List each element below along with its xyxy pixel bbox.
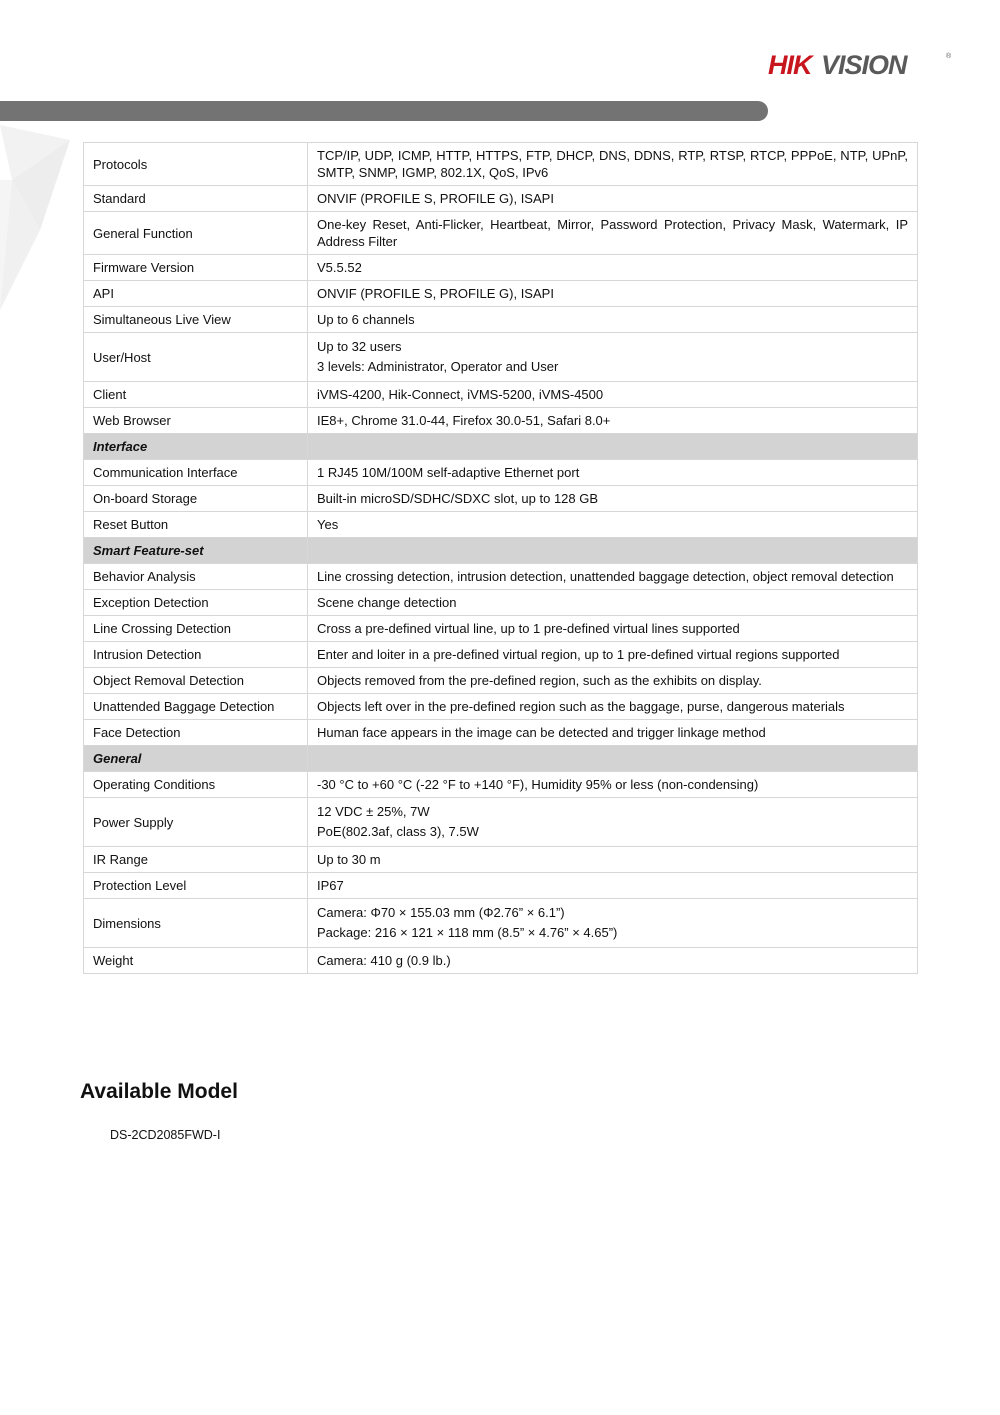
spec-row [84, 143, 918, 186]
spec-value [308, 307, 918, 333]
spec-value-line: ONVIF (PROFILE S, PROFILE G), ISAPI [317, 286, 554, 301]
spec-row [84, 642, 918, 668]
spec-value-line: Line crossing detection, intrusion detection, unattended baggage detection, object removal detection [317, 569, 894, 584]
spec-table-body [84, 143, 918, 974]
spec-value-line: Enter and loiter in a pre-defined virtual region, up to 1 pre-defined virtual regions supported [317, 647, 840, 662]
spec-key: Weight [84, 948, 308, 974]
spec-row [84, 694, 918, 720]
spec-value [308, 899, 918, 948]
spec-key: API [84, 281, 308, 307]
section-header-row [84, 434, 918, 460]
spec-value-line: One-key Reset, Anti-Flicker, Heartbeat, Mirror, Password Protection, Privacy Mask, Watermark, IP Address Filter [317, 217, 908, 249]
spec-value [308, 798, 918, 847]
spec-key: Simultaneous Live View [84, 307, 308, 333]
spec-value-line: -30 °C to +60 °C (-22 °F to +140 °F), Humidity 95% or less (non-condensing) [317, 777, 759, 792]
spec-value [308, 948, 918, 974]
hikvision-logo [768, 48, 953, 80]
spec-key: Reset Button [84, 512, 308, 538]
spec-value-line: Camera: Φ70 × 155.03 mm (Φ2.76” × 6.1”) [317, 905, 565, 920]
section-header-row [84, 538, 918, 564]
spec-key: Operating Conditions [84, 772, 308, 798]
spec-value-line: 3 levels: Administrator, Operator and User [317, 359, 559, 374]
svg-text:®: ® [946, 53, 952, 60]
spec-value-line: Up to 30 m [317, 852, 381, 867]
spec-key: Communication Interface [84, 460, 308, 486]
spec-table [83, 142, 918, 974]
spec-row [84, 186, 918, 212]
model-number: DS-2CD2085FWD-I [110, 1128, 221, 1142]
spec-value-line: V5.5.52 [317, 260, 362, 275]
spec-value [308, 408, 918, 434]
spec-value-line: Objects removed from the pre-defined region, such as the exhibits on display. [317, 673, 762, 688]
spec-value [308, 642, 918, 668]
svg-text:VISION: VISION [821, 50, 907, 80]
spec-row [84, 847, 918, 873]
spec-value-line: iVMS-4200, Hik-Connect, iVMS-5200, iVMS-4500 [317, 387, 604, 402]
spec-row [84, 382, 918, 408]
available-model-heading: Available Model [80, 1080, 238, 1103]
spec-row [84, 899, 918, 948]
spec-key: Object Removal Detection [84, 668, 308, 694]
spec-row [84, 512, 918, 538]
section-title: Smart Feature-set [84, 538, 308, 564]
spec-value-line: ONVIF (PROFILE S, PROFILE G), ISAPI [317, 191, 554, 206]
spec-key: Power Supply [84, 798, 308, 847]
spec-key: Web Browser [84, 408, 308, 434]
spec-row [84, 460, 918, 486]
spec-value [308, 564, 918, 590]
spec-key: General Function [84, 212, 308, 255]
spec-value [308, 143, 918, 186]
spec-row [84, 720, 918, 746]
spec-row [84, 281, 918, 307]
spec-value-line: Up to 6 channels [317, 312, 415, 327]
spec-key: Standard [84, 186, 308, 212]
spec-value [308, 616, 918, 642]
spec-value-line: 1 RJ45 10M/100M self-adaptive Ethernet port [317, 465, 580, 480]
spec-key: Exception Detection [84, 590, 308, 616]
spec-value [308, 668, 918, 694]
spec-value-line: Objects left over in the pre-defined region such as the baggage, purse, dangerous materials [317, 699, 845, 714]
header-bar [0, 101, 768, 121]
spec-value-line: Package: 216 × 121 × 118 mm (8.5” × 4.76” × 4.65”) [317, 925, 618, 940]
section-title: Interface [84, 434, 308, 460]
decorative-triangles [0, 120, 75, 320]
spec-key: IR Range [84, 847, 308, 873]
spec-row [84, 486, 918, 512]
section-title: General [84, 746, 308, 772]
spec-value-line: Yes [317, 517, 339, 532]
spec-key: Protocols [84, 143, 308, 186]
spec-key: Client [84, 382, 308, 408]
spec-key: On-board Storage [84, 486, 308, 512]
spec-key: Unattended Baggage Detection [84, 694, 308, 720]
spec-value [308, 486, 918, 512]
spec-value-line: IP67 [317, 878, 344, 893]
section-filler [308, 538, 918, 564]
spec-row [84, 772, 918, 798]
spec-value [308, 694, 918, 720]
spec-value-line: Camera: 410 g (0.9 lb.) [317, 953, 451, 968]
spec-row [84, 873, 918, 899]
spec-key: Protection Level [84, 873, 308, 899]
spec-row [84, 333, 918, 382]
spec-value-line: Cross a pre-defined virtual line, up to 1 pre-defined virtual lines supported [317, 621, 740, 636]
spec-key: Line Crossing Detection [84, 616, 308, 642]
spec-value-line: Up to 32 users [317, 339, 402, 354]
spec-row [84, 212, 918, 255]
spec-key: Dimensions [84, 899, 308, 948]
spec-value-line: TCP/IP, UDP, ICMP, HTTP, HTTPS, FTP, DHCP, DNS, DDNS, RTP, RTSP, RTCP, PPPoE, NTP, UPnP, SMTP, SNMP, IGMP, 802.1X, QoS, IPv6 [317, 148, 908, 180]
spec-key: User/Host [84, 333, 308, 382]
spec-key: Behavior Analysis [84, 564, 308, 590]
spec-value-line: Human face appears in the image can be detected and trigger linkage method [317, 725, 766, 740]
svg-text:HIK: HIK [768, 50, 812, 80]
spec-row [84, 408, 918, 434]
spec-value-line: 12 VDC ± 25%, 7W [317, 804, 430, 819]
spec-value [308, 460, 918, 486]
spec-value [308, 512, 918, 538]
spec-key: Firmware Version [84, 255, 308, 281]
spec-row [84, 590, 918, 616]
spec-row [84, 668, 918, 694]
spec-value [308, 382, 918, 408]
spec-value [308, 720, 918, 746]
spec-value [308, 186, 918, 212]
spec-value-line: Scene change detection [317, 595, 457, 610]
spec-row [84, 798, 918, 847]
section-filler [308, 746, 918, 772]
spec-row [84, 307, 918, 333]
spec-key: Face Detection [84, 720, 308, 746]
spec-value [308, 772, 918, 798]
spec-value-line: IE8+, Chrome 31.0-44, Firefox 30.0-51, Safari 8.0+ [317, 413, 611, 428]
spec-row [84, 616, 918, 642]
spec-value [308, 590, 918, 616]
spec-value [308, 847, 918, 873]
spec-value [308, 281, 918, 307]
spec-value-line: PoE(802.3af, class 3), 7.5W [317, 824, 479, 839]
section-header-row [84, 746, 918, 772]
spec-row [84, 564, 918, 590]
section-filler [308, 434, 918, 460]
spec-key: Intrusion Detection [84, 642, 308, 668]
spec-row [84, 948, 918, 974]
spec-row [84, 255, 918, 281]
spec-value [308, 212, 918, 255]
spec-value [308, 873, 918, 899]
spec-value [308, 333, 918, 382]
spec-value [308, 255, 918, 281]
spec-value-line: Built-in microSD/SDHC/SDXC slot, up to 128 GB [317, 491, 599, 506]
